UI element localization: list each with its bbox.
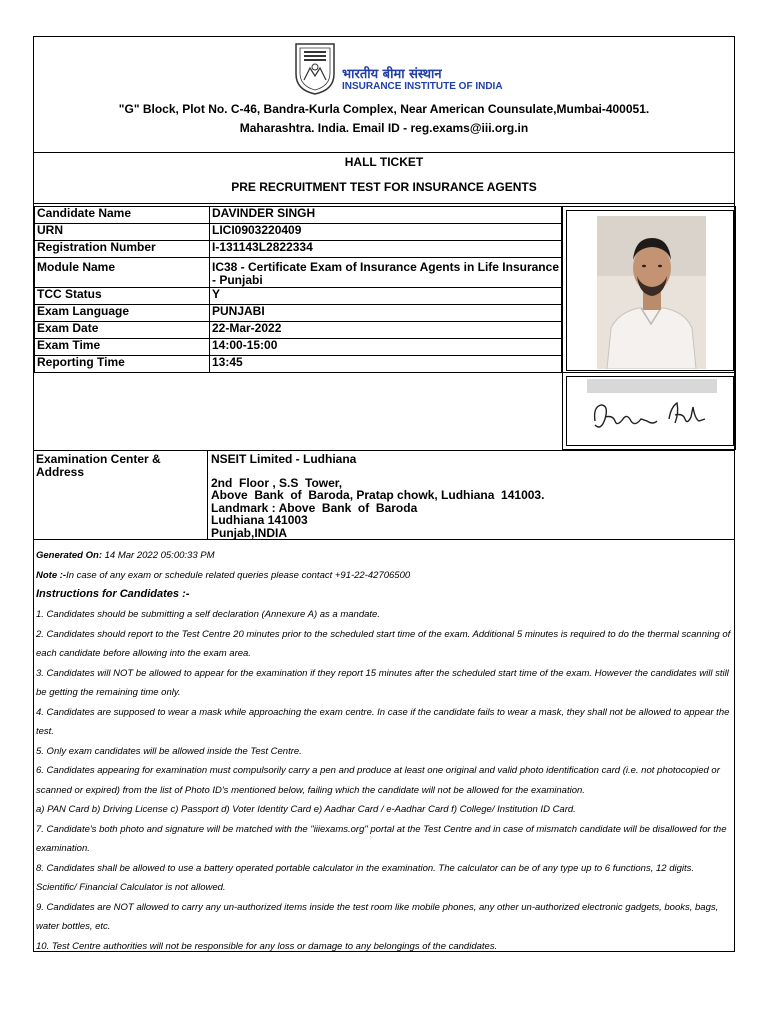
table-row	[35, 288, 562, 305]
instruction-item: 8. Candidates shall be allowed to use a battery operated portable calculator in the examination. The calculator can be of any type up to 6 functions, 12 digits. Scientific/ Financial Calculator is not allowed.	[36, 862, 695, 893]
table-row	[35, 224, 562, 241]
note	[36, 570, 410, 581]
ticket-title: HALL TICKET	[344, 155, 424, 169]
table-row	[35, 305, 562, 322]
candidate-signature	[587, 379, 717, 443]
exam-center-name: NSEIT Limited - Ludhiana	[211, 452, 357, 466]
row-label: TCC Status	[35, 288, 210, 305]
row-label: Exam Date	[35, 322, 210, 339]
instruction-item: 9. Candidates are NOT allowed to carry any un-authorized items inside the test room like mobile phones, any other un-authorized electronic gadgets, books, bags, water bottles, etc.	[36, 901, 719, 932]
header	[34, 37, 734, 153]
photo-box	[562, 206, 736, 373]
address-line-1: "G" Block, Plot No. C-46, Bandra-Kurla Complex, Near American Counsulate,Mumbai-400051.	[118, 102, 650, 116]
table-row	[35, 322, 562, 339]
candidate-details-table	[34, 206, 562, 373]
logo-hindi-text: भारतीय बीमा संस्थान	[342, 67, 442, 82]
row-value: I-131143L2822334	[210, 241, 562, 258]
table-row	[35, 207, 562, 224]
instruction-item: 10. Test Centre authorities will not be responsible for any loss or damage to any belongings of the candidates.	[36, 940, 498, 952]
divider	[34, 539, 734, 540]
instruction-item: 1. Candidates should be submitting a self declaration (Annexure A) as a mandate.	[36, 609, 380, 620]
row-label: Exam Language	[35, 305, 210, 322]
row-value: PUNJABI	[210, 305, 562, 322]
row-value: LICI0903220409	[210, 224, 562, 241]
table-row	[35, 241, 562, 258]
instruction-item: 3. Candidates will NOT be allowed to appear for the examination if they report 15 minutes after the scheduled start time of the exam. However the candidates will still be getting the remaining time only.	[36, 667, 729, 698]
row-value: 22-Mar-2022	[210, 322, 562, 339]
institute-emblem-icon	[292, 40, 338, 96]
instruction-item: 5. Only exam candidates will be allowed inside the Test Centre.	[36, 745, 302, 757]
photo-frame	[566, 210, 734, 371]
row-value: IC38 - Certificate Exam of Insurance Agents in Life Insurance - Punjabi	[210, 258, 562, 288]
divider	[34, 450, 734, 451]
generated-on-label: Generated On:	[36, 550, 102, 561]
photo-signature-panel	[562, 206, 736, 450]
note-value: In case of any exam or schedule related queries please contact +91-22-42706500	[66, 570, 411, 581]
row-value: Y	[210, 288, 562, 305]
table-row	[35, 339, 562, 356]
divider	[207, 450, 208, 539]
row-value: 14:00-15:00	[210, 339, 562, 356]
instruction-item: 4. Candidates are supposed to wear a mask while approaching the exam centre. In case if the candidate fails to wear a mask, they shall not be allowed to appear the test.	[36, 706, 730, 737]
row-value: DAVINDER SINGH	[210, 207, 562, 224]
table-row	[35, 356, 562, 373]
instructions-list	[36, 605, 734, 956]
exam-center-label: Examination Center & Address	[36, 452, 161, 479]
instructions-title: Instructions for Candidates :-	[36, 588, 190, 600]
divider	[34, 203, 734, 204]
row-label: Module Name	[35, 258, 210, 288]
instruction-item: 6. Candidates appearing for examination must compulsorily carry a pen and produce at least one original and valid photo identification card (i.e. not photocopied or scanned or expired) from the list of Photo ID's mentioned below, failing which the candidate will not be allowed for the examination.	[36, 765, 720, 796]
generated-on-value: 14 Mar 2022 05:00:33 PM	[102, 550, 215, 561]
ticket-subtitle: PRE RECRUITMENT TEST FOR INSURANCE AGENTS	[231, 180, 537, 194]
institute-logo	[292, 40, 503, 96]
divider	[34, 152, 734, 153]
address-line-2: Maharashtra. India. Email ID - reg.exams@iii.org.in	[239, 121, 529, 135]
note-label: Note :-	[36, 570, 67, 581]
instruction-item: 7. Candidate's both photo and signature will be matched with the "iiiexams.org" portal at the Test Centre and in case of mismatch candidate will be disallowed for the examination.	[36, 823, 727, 854]
row-value: 13:45	[210, 356, 562, 373]
candidate-photo	[597, 216, 706, 369]
signature-frame	[566, 376, 734, 446]
exam-center-address: 2nd Floor , S.S Tower, Above Bank of Baroda, Pratap chowk, Ludhiana 141003. Landmark : Above Bank of Baroda Ludhiana 141003 Punjab,INDIA	[211, 476, 545, 540]
row-label: URN	[35, 224, 210, 241]
signature-box	[562, 372, 736, 450]
instruction-item: a) PAN Card b) Driving License c) Passport d) Voter Identity Card e) Aadhar Card / e-Aadhar Card f) College/ Institution ID Card.	[36, 804, 576, 815]
row-label: Exam Time	[35, 339, 210, 356]
row-label: Candidate Name	[35, 207, 210, 224]
table-row	[35, 258, 562, 288]
hall-ticket	[33, 36, 735, 952]
logo-english-text: INSURANCE INSTITUTE OF INDIA	[342, 81, 503, 92]
row-label: Registration Number	[35, 241, 210, 258]
row-label: Reporting Time	[35, 356, 210, 373]
generated-on	[36, 550, 215, 561]
instruction-item: 2. Candidates should report to the Test Centre 20 minutes prior to the scheduled start time of the exam. Additional 5 minutes is required to do the thermal scanning of each candidate before allowing into the exam area.	[36, 628, 731, 659]
